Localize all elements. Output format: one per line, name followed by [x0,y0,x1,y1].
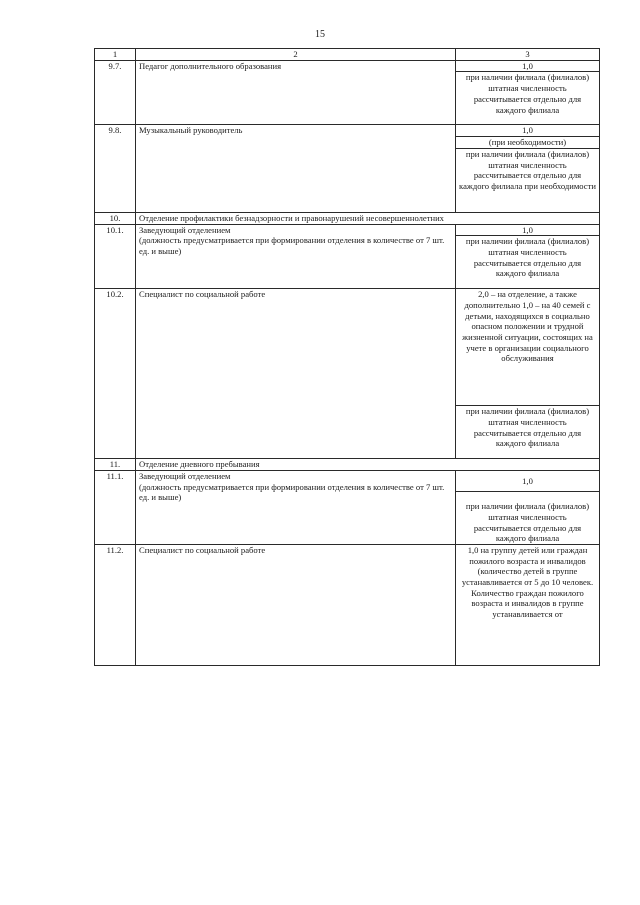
table-row [95,289,600,406]
section-title: Отделение профилактики безнадзорности и правонарушений несовершеннолетних [136,212,600,224]
section-number: 10. [95,212,136,224]
position-title [136,125,456,212]
position-label: Специалист по социальной работе [139,289,266,300]
table-row [95,60,600,72]
position-title [136,470,456,544]
row-number: 9.8. [95,125,136,212]
position-title [136,289,456,459]
header-cell-3: 3 [456,49,600,61]
table-row [95,224,600,236]
table-header-row [95,49,600,61]
table-row [95,470,600,491]
row-number: 10.2. [95,289,136,459]
position-condition: (должность предусматривается при формировании отделения в количестве от 7 шт. ед. и выше) [139,481,445,503]
staff-note: при наличии филиала (филиалов) штатная численность рассчитывается отдельно для каждого филиала при необходимости [456,148,600,212]
section-row [95,212,600,224]
staff-value: 1,0 [456,60,600,72]
position-label: Специалист по социальной работе [139,544,266,555]
staff-note: при наличии филиала (филиалов) штатная численность рассчитывается отдельно для каждого филиала [456,491,600,544]
position-title [136,544,456,665]
section-row [95,459,600,471]
staff-note: при наличии филиала (филиалов) штатная численность рассчитывается отдельно для каждого филиала [456,406,600,459]
header-cell-1: 1 [95,49,136,61]
staff-note: при наличии филиала (филиалов) штатная численность рассчитывается отдельно для каждого филиала [456,72,600,125]
position-condition: (должность предусматривается при формировании отделения в количестве от 7 шт. ед. и выше) [139,235,445,256]
position-label: Заведующий отделением [139,224,231,235]
header-cell-2: 2 [136,49,456,61]
position-label: Заведующий отделением [139,470,231,481]
staff-value: 1,0 [456,125,600,137]
row-number: 9.7. [95,60,136,125]
row-number: 11.1. [95,470,136,544]
section-title: Отделение дневного пребывания [136,459,600,471]
position-label: Педагог дополнительного образования [139,60,282,71]
page-number: 15 [315,29,325,40]
staff-value: 1,0 [456,470,600,491]
position-label: Музыкальный руководитель [139,125,243,136]
position-title [136,224,456,289]
staffing-table [94,48,600,666]
staff-note: при наличии филиала (филиалов) штатная численность рассчитывается отдельно для каждого филиала [456,236,600,289]
table-row [95,125,600,137]
row-number: 10.1. [95,224,136,289]
section-number: 11. [95,459,136,471]
position-title [136,60,456,125]
staff-condition: (при необходимости) [456,137,600,149]
staff-value: 2,0 – на отделение, а также дополнительно 1,0 – на 40 семей с детьми, находящихся в социально опасном положении и трудной жизненной ситуации, состоящих на учете в организации социального обслуживания [456,289,600,406]
staff-value: 1,0 на группу детей или граждан пожилого возраста и инвалидов (количество детей в группе устанавливается от 5 до 10 человек. Количество граждан пожилого возраста и инвалидов в группе устанавливается от [456,544,600,665]
table-row [95,544,600,665]
row-number: 11.2. [95,544,136,665]
staff-value: 1,0 [456,224,600,236]
